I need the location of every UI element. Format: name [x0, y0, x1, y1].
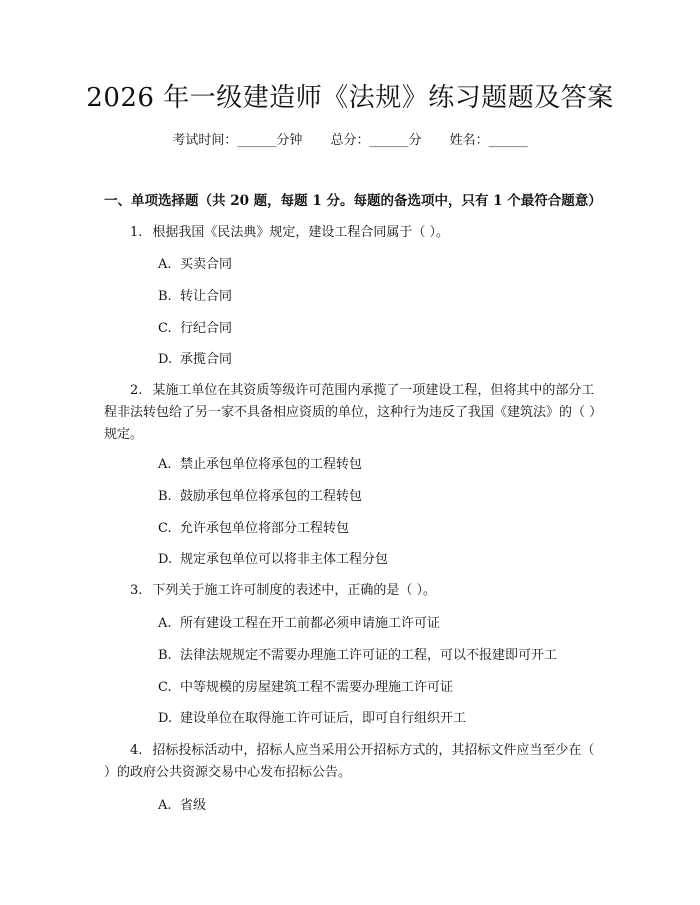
question-4: [104, 740, 604, 784]
option-1b: [158, 287, 598, 307]
option-1a: [158, 255, 598, 275]
question-number: 2.: [130, 383, 143, 398]
option-letter: A.: [158, 616, 172, 631]
option-text: 法律法规规定不需要办理施工许可证的工程，可以不报建即可开工: [180, 648, 558, 663]
section-heading: 一、单项选择题（共 20 题，每题 1 分。每题的备选项中，只有 1 个最符合题意）: [104, 193, 602, 209]
question-text: 招标投标活动中，招标人应当采用公开招标方式的，其招标文件应当至少在（ ）的政府公共资源交易中心发布招标公告。: [104, 743, 595, 780]
name-field: 姓名：______: [449, 133, 528, 148]
question-number: 3.: [130, 583, 143, 598]
question-3: [104, 580, 604, 602]
question-2: [104, 380, 604, 446]
option-3a: [158, 614, 598, 634]
option-text: 所有建设工程在开工前都必须申请施工许可证: [180, 616, 441, 631]
option-text: 鼓励承包单位将承包的工程转包: [180, 489, 363, 504]
question-number: 1.: [130, 225, 143, 240]
option-letter: A.: [158, 798, 172, 813]
option-letter: D.: [158, 711, 173, 726]
option-text: 规定承包单位可以将非主体工程分包: [180, 552, 389, 567]
option-letter: A.: [158, 457, 172, 472]
option-2d: [158, 550, 598, 570]
option-3b: [158, 646, 598, 666]
exam-meta: [0, 131, 700, 151]
option-text: 买卖合同: [180, 257, 233, 272]
question-1: [104, 222, 604, 244]
option-3c: [158, 678, 598, 698]
option-letter: B.: [158, 489, 172, 504]
option-letter: D.: [158, 552, 173, 567]
option-letter: A.: [158, 257, 172, 272]
question-text: 根据我国《民法典》规定，建设工程合同属于（ ）。: [152, 225, 450, 240]
option-letter: C.: [158, 521, 172, 536]
option-letter: C.: [158, 680, 172, 695]
option-3d: [158, 709, 598, 729]
option-text: 建设单位在取得施工许可证后，即可自行组织开工: [180, 711, 467, 726]
option-text: 行纪合同: [180, 321, 233, 336]
option-text: 省级: [180, 798, 207, 813]
option-letter: B.: [158, 648, 172, 663]
option-letter: B.: [158, 289, 172, 304]
option-2b: [158, 487, 598, 507]
option-letter: C.: [158, 321, 172, 336]
option-1d: [158, 350, 598, 370]
option-letter: D.: [158, 352, 173, 367]
exam-time-field: 考试时间：______分钟: [172, 133, 303, 148]
question-number: 4.: [130, 743, 143, 758]
document-title: 2026 年一级建造师《法规》练习题题及答案: [86, 83, 614, 113]
option-2a: [158, 455, 598, 475]
option-text: 允许承包单位将部分工程转包: [180, 521, 350, 536]
total-score-field: 总分：______分: [330, 133, 422, 148]
question-text: 某施工单位在其资质等级许可范围内承揽了一项建设工程，但将其中的部分工程非法转包给了另一家不具备相应资质的单位，这种行为违反了我国《建筑法》的（ ）规定。: [104, 383, 603, 442]
option-2c: [158, 519, 598, 539]
option-text: 禁止承包单位将承包的工程转包: [180, 457, 363, 472]
question-text: 下列关于施工许可制度的表述中，正确的是（ ）。: [152, 583, 437, 598]
option-4a: [158, 796, 598, 816]
option-text: 中等规模的房屋建筑工程不需要办理施工许可证: [180, 680, 454, 695]
option-1c: [158, 319, 598, 339]
option-text: 转让合同: [180, 289, 233, 304]
option-text: 承揽合同: [180, 352, 233, 367]
